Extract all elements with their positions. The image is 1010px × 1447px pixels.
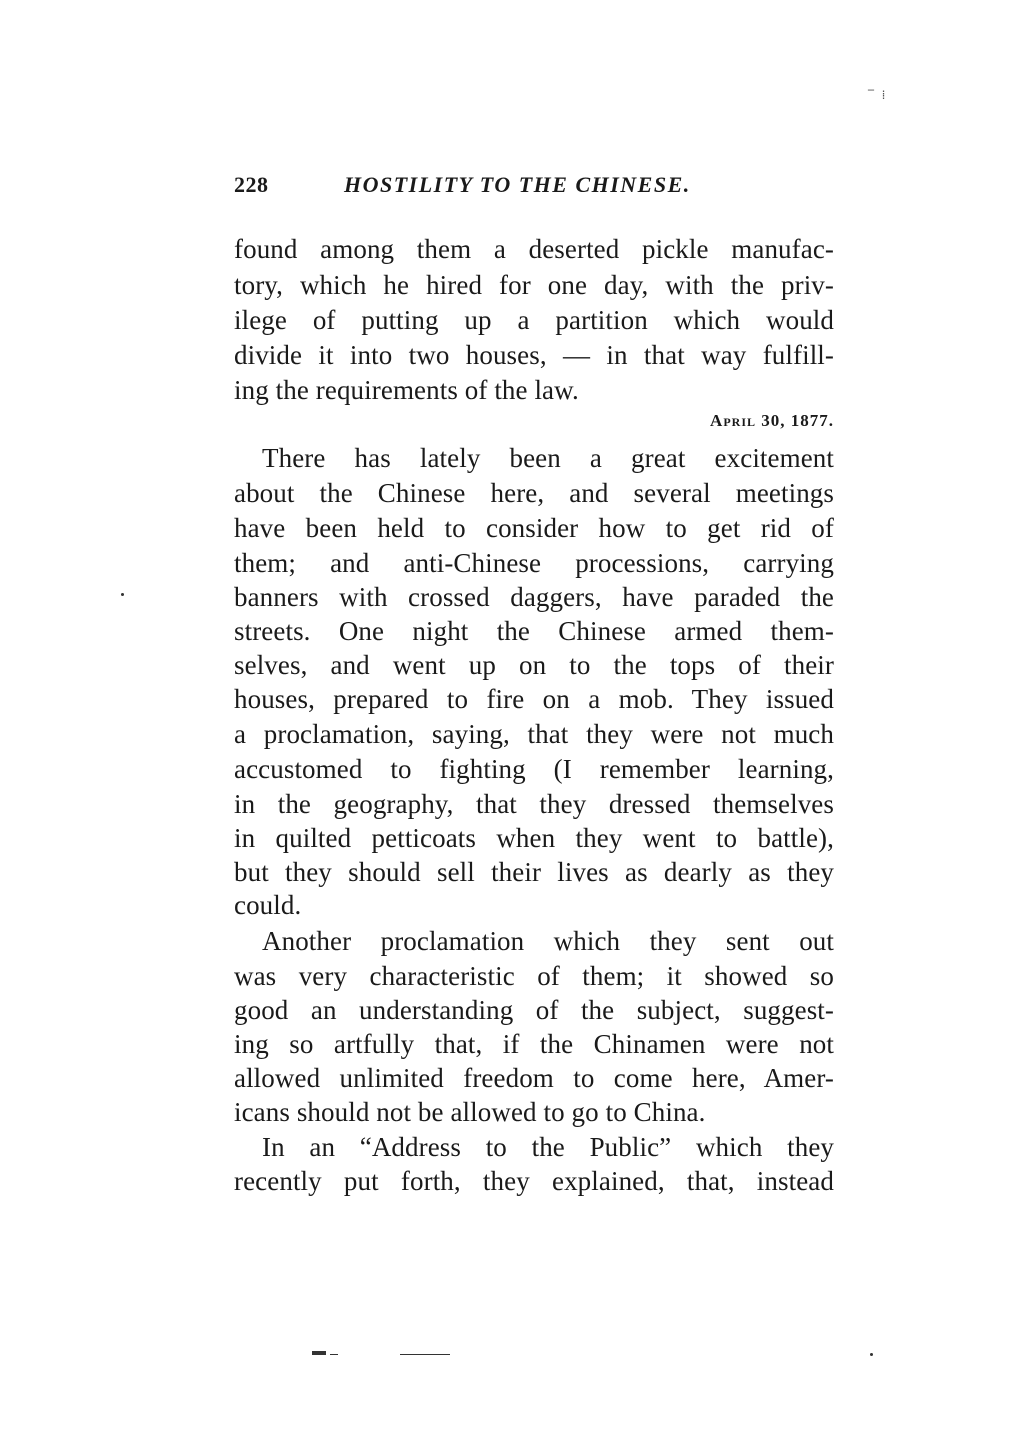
running-head: HOSTILITY TO THE CHINESE. (344, 172, 691, 197)
text-line: Another proclamation which they sent out (262, 926, 834, 956)
text-line: allowed unlimited freedom to come here, Amer- (234, 1063, 834, 1093)
text-line: icans should not be allowed to go to China. (234, 1097, 706, 1127)
text-line: banners with crossed daggers, have paraded the (234, 582, 834, 612)
text-line: have been held to consider how to get rid of (234, 513, 834, 543)
text-line: about the Chinese here, and several meetings (234, 478, 834, 508)
corner-scan-mark: ‾ ⁞ (868, 88, 886, 102)
scan-mark (400, 1354, 450, 1355)
text-line: There has lately been a great excitement (262, 443, 834, 473)
scan-mark (312, 1351, 326, 1355)
text-line: them; and anti-Chinese processions, carrying (234, 548, 834, 578)
text-line: ing the requirements of the law. (234, 375, 579, 405)
text-line: selves, and went up on to the tops of their (234, 650, 834, 680)
text-line: was very characteristic of them; it showed so (234, 961, 834, 991)
text-line: ilege of putting up a partition which would (234, 305, 834, 335)
text-line: ing so artfully that, if the Chinamen were not (234, 1029, 834, 1059)
text-line: in quilted petticoats when they went to battle), (234, 823, 834, 853)
text-line: good an understanding of the subject, suggest- (234, 995, 834, 1025)
scan-speck (870, 1353, 873, 1356)
text-line: recently put forth, they explained, that, instead (234, 1166, 834, 1196)
text-line: found among them a deserted pickle manufac- (234, 234, 834, 264)
page-number: 228 (234, 172, 269, 197)
text-line: divide it into two houses, — in that way fulfill- (234, 340, 834, 370)
text-line: could. (234, 890, 302, 920)
text-line: accustomed to fighting (I remember learning, (234, 754, 834, 784)
text-line: in the geography, that they dressed themselves (234, 789, 834, 819)
page-header (234, 172, 834, 206)
text-line: In an “Address to the Public” which they (262, 1132, 834, 1162)
dateline: April 30, 1877. (710, 411, 834, 430)
scan-speck (121, 593, 124, 596)
text-line: but they should sell their lives as dearly as they (234, 857, 834, 887)
text-line: tory, which he hired for one day, with the priv- (234, 270, 834, 300)
text-line: streets. One night the Chinese armed them- (234, 616, 834, 646)
scan-mark (330, 1354, 338, 1355)
text-line: houses, prepared to fire on a mob. They issued (234, 684, 834, 714)
text-line: a proclamation, saying, that they were not much (234, 719, 834, 749)
